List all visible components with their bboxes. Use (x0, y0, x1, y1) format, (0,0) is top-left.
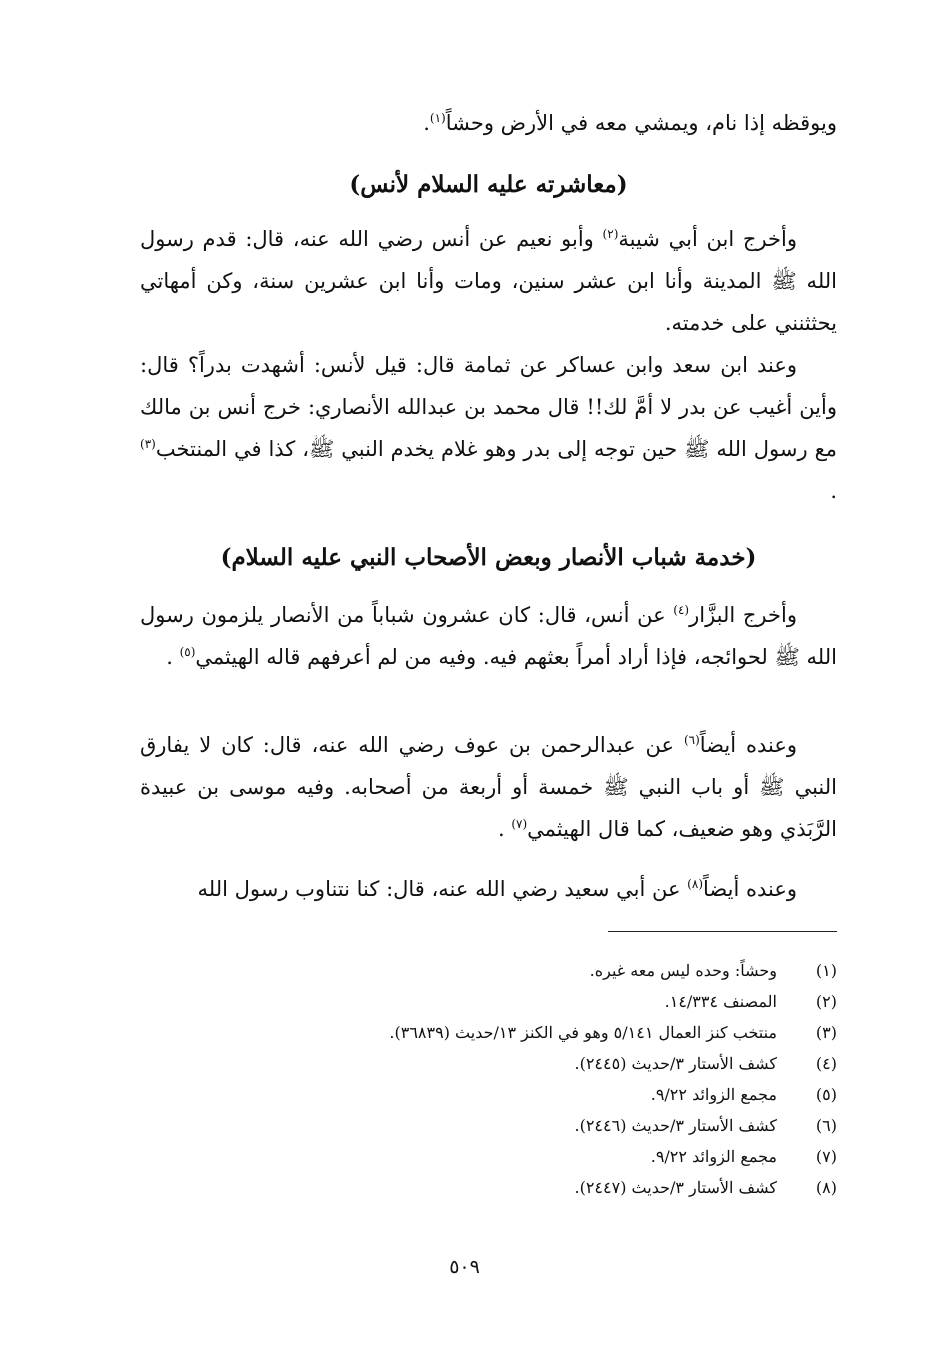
footnote-text: مجمع الزوائد ٩/٢٢. (650, 1085, 777, 1104)
footnote-text: منتخب كنز العمال ٥/١٤١ وهو في الكنز ١٣/حديث (٣٦٨٣٩). (389, 1023, 777, 1042)
footnote-text: كشف الأستار ٣/حديث (٢٤٤٧). (574, 1178, 777, 1197)
footnote-4 (217, 1048, 837, 1079)
paragraph-text: وأبو نعيم عن أنس رضي الله عنه، قال: قدم رسول الله ﷺ المدينة وأنا ابن عشر سنين، ومات وأنا ابن عشرين سنة، وكن أمهاتي يحثثنني على خدمته. (140, 227, 837, 335)
footnote-number: (٧) (815, 1147, 837, 1166)
paragraph-text: وعند ابن سعد وابن عساكر عن ثمامة قال: قيل لأنس: أشهدت بدراً؟ قال: وأين أغيب عن بدر لا أمَّ لك!! قال محمد بن عبدالله الأنصاري: خرج أنس بن مالك مع رسول الله ﷺ حين توجه إلى بدر وهو غلام يخدم النبي ﷺ، كذا في المنتخب (140, 353, 837, 461)
paragraph-bazzar (140, 594, 837, 678)
paragraph-text: وعنده أيضاً (699, 733, 797, 757)
footnote-marker: (٧) (511, 817, 528, 831)
paragraph-text: وأخرج ابن أبي شيبة (618, 227, 797, 251)
continuation-text: ويوقظه إذا نام، ويمشي معه في الأرض وحشاً (445, 111, 837, 135)
footnote-marker: (٢) (602, 227, 619, 241)
paragraph-end: . (830, 479, 837, 503)
paragraph-abu-said (140, 868, 837, 910)
footnote-3 (217, 1017, 837, 1048)
footnote-number: (٢) (815, 992, 837, 1011)
footnote-text: المصنف ١٤/٣٣٤. (664, 992, 777, 1011)
footnote-2 (217, 986, 837, 1017)
paragraph-abdulrahman (140, 724, 837, 850)
continuation-end: . (423, 111, 430, 135)
footnote-text: وحشاً: وحده ليس معه غيره. (589, 961, 777, 980)
footnote-separator (608, 931, 837, 932)
footnote-number: (٦) (815, 1116, 837, 1135)
paragraph-text: عن أنس، قال: كان عشرون شباباً من الأنصار يلزمون رسول الله ﷺ لحوائجه، فإذا أراد أمراً بعثهم فيه. وفيه من لم أعرفهم قاله الهيثمي (140, 603, 837, 669)
paragraph-end: . (497, 817, 512, 841)
footnote-number: (١) (815, 961, 837, 980)
page-number: ٥٠٩ (449, 1256, 480, 1278)
paragraph-ibn-abi-shayba (140, 218, 837, 344)
footnote-number: (٨) (815, 1178, 837, 1197)
paragraph-text: عن عبدالرحمن بن عوف رضي الله عنه، قال: كان لا يفارق النبي ﷺ أو باب النبي ﷺ خمسة أو أربعة من أصحابه. وفيه موسى بن عبيدة الرَّبَذي وهو ضعيف، كما قال الهيثمي (140, 733, 837, 841)
paragraph-text: وعنده أيضاً (703, 877, 797, 901)
paragraph-ibn-saad (140, 344, 837, 512)
footnote-7 (217, 1141, 837, 1172)
footnote-8 (217, 1172, 837, 1203)
footnote-text: كشف الأستار ٣/حديث (٢٤٤٦). (574, 1116, 777, 1135)
footnote-marker: (١) (429, 111, 446, 125)
footnote-1 (217, 955, 837, 986)
section-heading-anas: (معاشرته عليه السلام لأنس) (349, 171, 628, 198)
footnote-marker: (٥) (179, 645, 196, 659)
footnote-marker: (٨) (687, 877, 703, 891)
footnote-number: (٤) (815, 1054, 837, 1073)
footnote-marker: (٦) (683, 733, 700, 747)
footnote-text: كشف الأستار ٣/حديث (٢٤٤٥). (574, 1054, 777, 1073)
footnote-marker: (٣) (140, 437, 156, 451)
footnote-6 (217, 1110, 837, 1141)
paragraph-text: وأخرج البزَّار (689, 603, 797, 627)
footnote-5 (217, 1079, 837, 1110)
paragraph-end: . (166, 645, 180, 669)
section-heading-ansar: (خدمة شباب الأنصار وبعض الأصحاب النبي عليه السلام) (220, 544, 757, 571)
footnotes (217, 955, 837, 1203)
footnote-number: (٣) (815, 1023, 837, 1042)
continuation-line (140, 102, 837, 144)
paragraph-text: عن أبي سعيد رضي الله عنه، قال: كنا نتناوب رسول الله (197, 877, 688, 901)
footnote-marker: (٤) (673, 603, 690, 617)
footnote-number: (٥) (815, 1085, 837, 1104)
footnote-text: مجمع الزوائد ٩/٢٢. (650, 1147, 777, 1166)
